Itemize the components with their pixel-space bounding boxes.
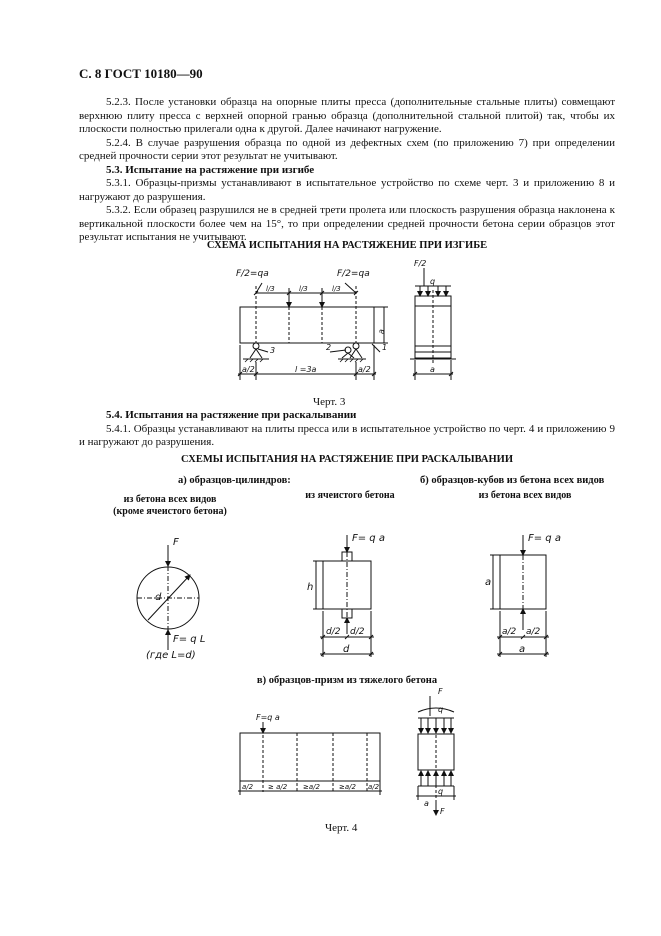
fig3-side-q: q	[430, 277, 436, 286]
fig3-title: СХЕМА ИСПЫТАНИЯ НА РАСТЯЖЕНИЕ ПРИ ИЗГИБЕ	[206, 240, 488, 251]
fig3-third-3: l/3	[332, 285, 341, 293]
fig4-sub-c: в) образцов-призм из тяжелого бетона	[256, 675, 438, 686]
fig4-label-a2: из ячеистого бетона	[305, 490, 395, 501]
fig3-marker-2: 2	[326, 343, 332, 352]
para-5-3-1: 5.3.1. Образцы-призмы устанавливают в испытательное устройство по схеме черт. 3 и приложению 8 и нагружают до разрушения.	[79, 177, 615, 203]
fig4b-cube	[490, 535, 549, 657]
fig4a-force-bottom: F= q L	[173, 634, 206, 645]
fig4-label-a1b: (кроме ячеистого бетона)	[113, 506, 227, 517]
fig3-span: l =3a	[295, 365, 317, 374]
fig4c-side-q-top: q	[438, 705, 444, 714]
fig4a2-half-right: d/2	[350, 627, 365, 637]
fig4c-dim-2: ≥ a/2	[268, 783, 288, 791]
fig3-third-1: l/3	[266, 285, 275, 293]
para-5-3-2: 5.3.2. Если образец разрушился не в средней трети пролета или плоскость разрушения образца наклонена к вертикальной плоскости более чем на 15°, то при определении средней прочности бетона серии образцов этот результат испытания не учитывают.	[79, 204, 615, 243]
fig4c-side-q-bottom: q	[438, 787, 444, 796]
section-5-3-heading: 5.3. Испытание на растяжение при изгибе	[106, 163, 315, 176]
fig3-overhang-left: a/2	[242, 365, 255, 374]
fig4c-dim-4: ≥a/2	[339, 783, 356, 791]
fig3-caption: Черт. 3	[313, 396, 346, 408]
fig4b-half-left: a/2	[502, 627, 517, 637]
fig3-side-load: F/2	[414, 259, 427, 268]
fig4c-side	[416, 696, 456, 815]
fig4a2-half-left: d/2	[326, 627, 341, 637]
fig4a2-height: h	[307, 582, 314, 593]
para-5-2-4: 5.2.4. В случае разрушения образца по одной из дефектных схем (по приложению 7) при определении средней прочности серии этот результат не учитывают.	[79, 136, 615, 162]
fig4c-dim-5: a/2	[368, 783, 380, 791]
para-5-4-1: 5.4.1. Образцы устанавливают на плиты пресса или в испытательное устройство по черт. 4 и приложению 9 и нагружают до разрушения.	[79, 422, 615, 448]
fig4a-force-note: (где L=d)	[146, 650, 196, 661]
fig4b-a-vertical: a	[485, 577, 492, 588]
fig4c-side-F-top: F	[438, 687, 443, 696]
fig4-label-b: из бетона всех видов	[478, 490, 572, 501]
section-5-4-heading: 5.4. Испытания на растяжение при раскалывании	[106, 409, 357, 421]
fig4c-side-a: a	[424, 799, 429, 808]
fig4c-dim-3: ≥a/2	[303, 783, 320, 791]
fig4c-force: F=q a	[256, 713, 280, 722]
page-header: С. 8 ГОСТ 10180—90	[79, 66, 203, 81]
fig3-load-right: F/2=qa	[337, 269, 370, 279]
fig4a2-specimen	[313, 535, 374, 657]
fig3-overhang-right: a/2	[358, 365, 371, 374]
fig3-height: a	[377, 329, 386, 334]
fig4a-force-top: F	[173, 537, 179, 548]
fig4a2-force: F= q a	[352, 533, 385, 544]
fig4c-side-F-bottom: F	[440, 807, 445, 816]
fig4-label-a1: из бетона всех видов	[123, 494, 217, 505]
fig3-third-2: l/3	[299, 285, 308, 293]
fig4a-diameter: d	[155, 592, 162, 603]
fig3-marker-1: 1	[382, 343, 388, 352]
fig4-title: СХЕМЫ ИСПЫТАНИЯ НА РАСТЯЖЕНИЕ ПРИ РАСКАЛЫВАНИИ	[180, 454, 514, 465]
fig4-sub-b: б) образцов-кубов из бетона всех видов	[420, 475, 605, 486]
fig3-marker-3: 3	[270, 346, 276, 355]
fig4c-dim-1: a/2	[242, 783, 254, 791]
fig4b-force: F= q a	[528, 533, 561, 544]
fig4b-a: a	[519, 644, 526, 655]
fig4b-half-right: a/2	[526, 627, 541, 637]
fig3-load-left: F/2=qa	[236, 269, 269, 279]
fig4-caption: Черт. 4	[325, 822, 358, 834]
fig4a2-d: d	[343, 644, 350, 655]
para-5-2-3: 5.2.3. После установки образца на опорные плиты пресса (дополнительные стальные плиты) совмещают верхнюю плиту пресса с верхней опорной гранью образца (дополнительной стальной плитой) так, чтобы их плоскости полностью прилегали одна к другой. Далее начинают нагружение.	[79, 96, 615, 135]
fig4-sub-a: а) образцов-цилиндров:	[178, 475, 291, 486]
fig3-width: a	[430, 365, 435, 374]
